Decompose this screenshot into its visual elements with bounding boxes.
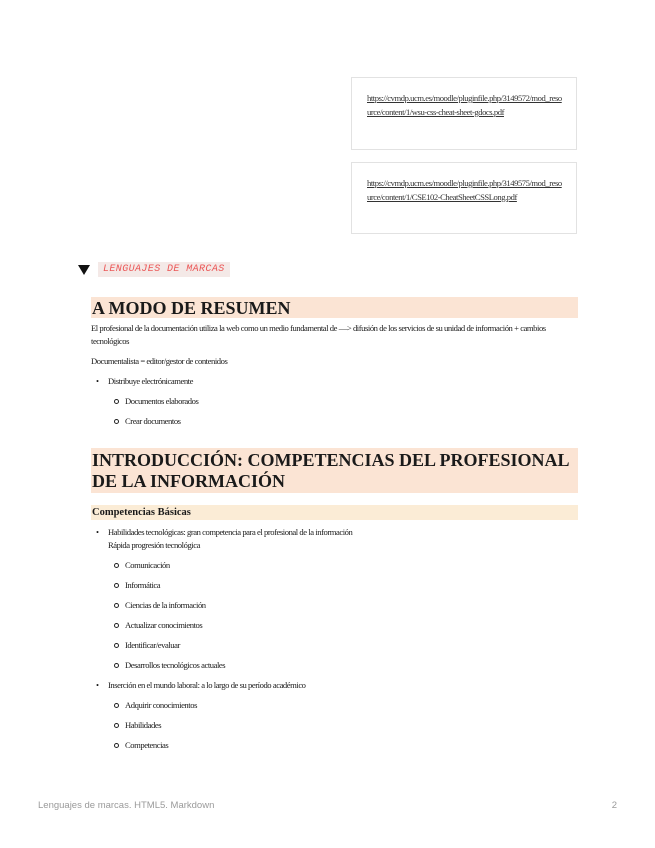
list-item: Identificar/evaluar <box>91 639 578 652</box>
toggle-lenguajes-de-marcas[interactable] <box>78 262 230 277</box>
heading-resumen: A MODO DE RESUMEN <box>91 297 578 318</box>
section-introduccion <box>91 448 578 752</box>
paragraph-documentalista: Documentalista = editor/gestor de contenidos <box>91 356 228 366</box>
list-item <box>91 526 578 552</box>
link-cse102-cheatsheet[interactable]: https://cvmdp.ucm.es/moodle/pluginfile.php/3149575/mod_resource/content/1/CSE102-CheatSheetCSSLong.pdf <box>367 178 562 202</box>
footer-title: Lenguajes de marcas. HTML5. Markdown <box>38 800 215 811</box>
toggle-title: LENGUAJES DE MARCAS <box>98 262 230 277</box>
link-css-cheat-sheet-gdocs[interactable]: https://cvmdp.ucm.es/moodle/pluginfile.php/3149572/mod_resource/content/1/wsu-css-cheat-sheet-gdocs.pdf <box>367 93 562 117</box>
list-item: Competencias <box>91 739 578 752</box>
paragraph-resumen: El profesional de la documentación utiliza la web como un medio fundamental de —> difusión de los servicios de su unidad de información + cambios tecnológicos <box>91 323 546 346</box>
page-number: 2 <box>611 800 617 811</box>
list-item: Habilidades <box>91 719 578 732</box>
link-block-css-cheat-sheet <box>351 77 577 150</box>
link-block-cse102-cheatsheet <box>351 162 577 234</box>
list-item: Crear documentos <box>91 415 578 428</box>
list-item: Adquirir conocimientos <box>91 699 578 712</box>
toggle-triangle-icon[interactable] <box>78 265 90 275</box>
heading-introduccion: INTRODUCCIÓN: COMPETENCIAS DEL PROFESIONAL DE LA INFORMACIÓN <box>91 448 578 493</box>
list-item: Actualizar conocimientos <box>91 619 578 632</box>
list-item: Documentos elaborados <box>91 395 578 408</box>
list-item: Comunicación <box>91 559 578 572</box>
list-item: • Inserción en el mundo laboral: a lo largo de su período académico <box>91 679 578 692</box>
list-item: Informática <box>91 579 578 592</box>
list-item: Ciencias de la información <box>91 599 578 612</box>
section-resumen <box>91 297 578 428</box>
bullet-habilidades-line2: Rápida progresión tecnológica <box>108 540 200 550</box>
list-item: • Distribuye electrónicamente <box>91 375 578 388</box>
heading-competencias-basicas: Competencias Básicas <box>91 505 578 520</box>
bullet-habilidades-line1: Habilidades tecnológicas: gran competencia para el profesional de la información <box>108 527 353 537</box>
list-item: Desarrollos tecnológicos actuales <box>91 659 578 672</box>
